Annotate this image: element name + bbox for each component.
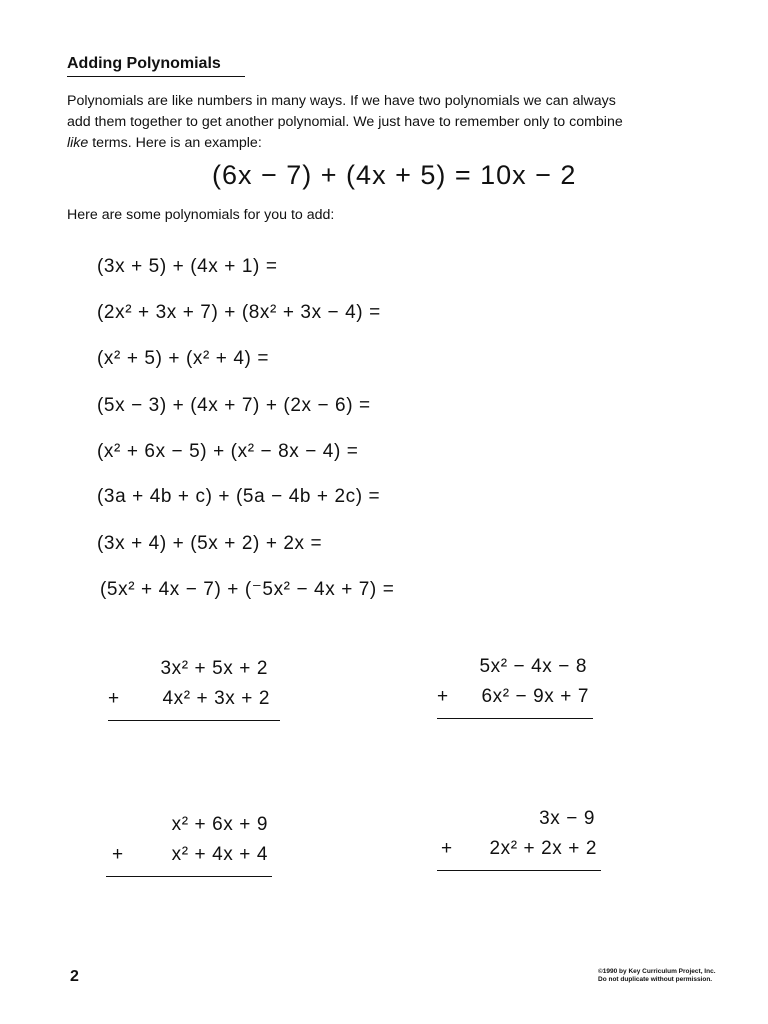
problem-3: (x² + 5) + (x² + 4) = xyxy=(97,348,270,369)
plus-sign: + xyxy=(441,838,453,859)
vertical-bottom-row xyxy=(437,682,593,712)
sum-line xyxy=(437,718,593,719)
exercise-prompt: Here are some polynomials for you to add: xyxy=(67,207,335,223)
problem-6: (3a + 4b + c) + (5a − 4b + 2c) = xyxy=(97,486,381,507)
vertical-bottom-row xyxy=(437,834,601,864)
vertical-bottom-addend: x² + 4x + 4 xyxy=(171,844,268,865)
vertical-problem-3 xyxy=(106,810,272,877)
problem-4: (5x − 3) + (4x + 7) + (2x − 6) = xyxy=(97,395,371,416)
page-title: Adding Polynomials xyxy=(67,55,245,77)
intro-like-word: like xyxy=(67,135,89,151)
problem-7: (3x + 4) + (5x + 2) + 2x = xyxy=(97,533,323,554)
vertical-bottom-row xyxy=(106,840,272,870)
plus-sign: + xyxy=(437,686,449,707)
problem-5: (x² + 6x − 5) + (x² − 8x − 4) = xyxy=(97,441,359,462)
intro-paragraph xyxy=(67,91,717,154)
vertical-problem-4 xyxy=(437,804,601,871)
vertical-bottom-addend: 4x² + 3x + 2 xyxy=(162,688,270,709)
intro-line-3-rest: terms. Here is an example: xyxy=(88,135,262,151)
plus-sign: + xyxy=(108,688,120,709)
vertical-bottom-addend: 2x² + 2x + 2 xyxy=(489,838,597,859)
vertical-bottom-row xyxy=(108,684,280,714)
vertical-top-addend: x² + 6x + 9 xyxy=(171,814,268,835)
intro-line-1: Polynomials are like numbers in many ways. If we have two polynomials we can always xyxy=(67,93,616,109)
problem-2: (2x² + 3x + 7) + (8x² + 3x − 4) = xyxy=(97,302,381,323)
vertical-problem-1 xyxy=(108,654,280,721)
sum-line xyxy=(108,720,280,721)
vertical-top-addend: 3x² + 5x + 2 xyxy=(160,658,268,679)
copyright-footer xyxy=(598,968,716,984)
page-number: 2 xyxy=(70,968,79,985)
copyright-line: ©1990 by Key Curriculum Project, Inc. xyxy=(598,968,716,975)
problem-8: (5x² + 4x − 7) + (⁻5x² − 4x + 7) = xyxy=(100,579,395,600)
intro-line-2: add them together to get another polynomial. We just have to remember only to combine xyxy=(67,114,623,130)
sum-line xyxy=(106,876,272,877)
problem-1: (3x + 5) + (4x + 1) = xyxy=(97,256,278,277)
sum-line xyxy=(437,870,601,871)
vertical-bottom-addend: 6x² − 9x + 7 xyxy=(481,686,589,707)
intro-line-3 xyxy=(67,133,717,154)
vertical-top-addend: 3x − 9 xyxy=(539,808,595,829)
vertical-problem-2 xyxy=(437,652,593,719)
permission-line: Do not duplicate without permission. xyxy=(598,976,713,983)
vertical-top-addend: 5x² − 4x − 8 xyxy=(479,656,587,677)
example-equation: (6x − 7) + (4x + 5) = 10x − 2 xyxy=(212,160,577,190)
plus-sign: + xyxy=(112,844,124,865)
